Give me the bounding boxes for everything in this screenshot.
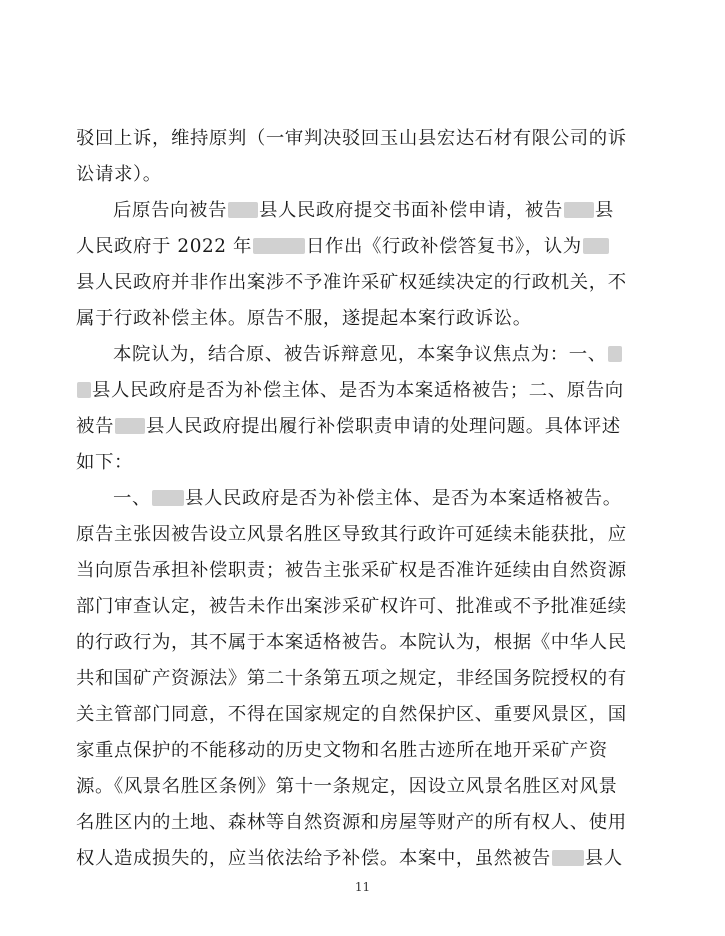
text-line: 家重点保护的不能移动的历史文物和名胜古迹所在地开采矿产资	[76, 740, 608, 761]
redaction-mark	[608, 346, 622, 362]
text-line: 讼请求）。	[76, 164, 162, 185]
redaction-mark	[115, 418, 145, 434]
redaction-mark	[253, 238, 305, 254]
text-line: 县人民政府是否为补偿主体、是否为本案适格被告；二、原告向	[76, 380, 656, 402]
text-line: 关主管部门同意，不得在国家规定的自然保护区、重要风景区，国	[76, 704, 627, 725]
redaction-mark	[564, 202, 594, 218]
text-line: 名胜区内的土地、森林等自然资源和房屋等财产的所有权人、使用	[76, 812, 627, 833]
section-heading: 一、 县人民政府是否为补偿主体、是否为本案适格被告。	[113, 488, 622, 509]
text-line: 权人造成损失的，应当依法给予补偿。本案中，虽然被告 县人	[76, 848, 623, 869]
text-line: 共和国矿产资源法》第二十条第五项之规定，非经国务院授权的有	[76, 668, 627, 689]
text-line: 被告 县人民政府提出履行补偿职责申请的处理问题。具体评述	[76, 416, 621, 437]
redaction-mark	[552, 850, 584, 866]
redaction-mark	[583, 238, 609, 254]
redaction-mark	[228, 202, 258, 218]
text-line: 原告主张因被告设立风景名胜区导致其行政许可延续未能获批，应	[76, 524, 627, 545]
text-line: 县人民政府并非作出案涉不予准许采矿权延续决定的行政机关，不	[76, 272, 627, 293]
text-line: 部门审查认定，被告未作出案涉采矿权许可、批准或不予批准延续	[76, 596, 627, 617]
text-line: 属于行政补偿主体。原告不服，遂提起本案行政诉讼。	[76, 308, 532, 329]
text-line: 人民政府于 2022 年 日作出《行政补偿答复书》，认为	[76, 236, 656, 258]
text-line: 当向原告承担补偿职责；被告主张采矿权是否准许延续由自然资源	[76, 560, 627, 581]
text-line: 本院认为，结合原、被告诉辩意见，本案争议焦点为：一、	[113, 344, 693, 366]
text-line: 后原告向被告 县人民政府提交书面补偿申请，被告 县	[113, 200, 614, 221]
text-line: 源。《风景名胜区条例》第十一条规定，因设立风景名胜区对风景	[76, 776, 618, 797]
redaction-mark	[77, 382, 91, 398]
text-line: 驳回上诉，维持原判（一审判决驳回玉山县宏达石材有限公司的诉	[76, 128, 627, 149]
text-line: 的行政行为，其不属于本案适格被告。本院认为，根据《中华人民	[76, 632, 627, 653]
redaction-mark	[152, 490, 184, 506]
page-number: 11	[354, 880, 371, 894]
text-line: 如下：	[76, 452, 133, 473]
